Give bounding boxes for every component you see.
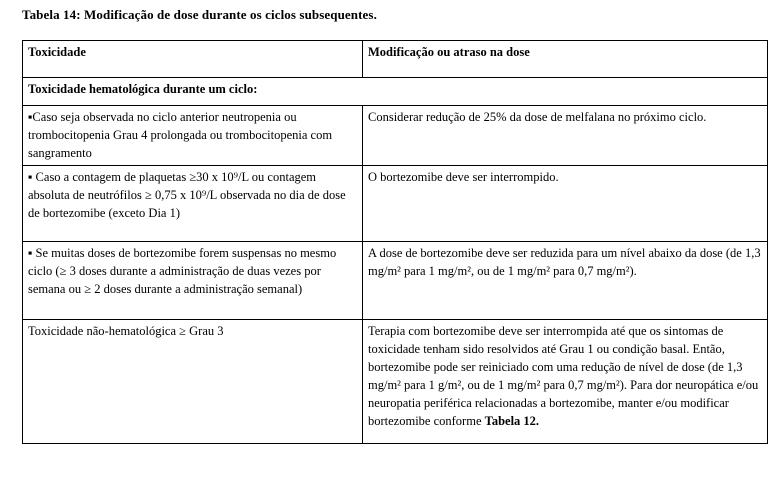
cell-modification: A dose de bortezomibe deve ser reduzida para um nível abaixo da dose (de 1,3 mg/m² para 1 mg/m², ou de 1 mg/m² para 0,7 mg/m²). xyxy=(363,242,768,320)
table-row xyxy=(23,166,768,242)
section-row-hematologic xyxy=(23,78,768,106)
cell-toxicity: ▪Caso seja observada no ciclo anterior neutropenia ou trombocitopenia Grau 4 prolongada ou trombocitopenia com sangramento xyxy=(23,106,363,166)
cell-modification: Considerar redução de 25% da dose de melfalana no próximo ciclo. xyxy=(363,106,768,166)
table-caption: Tabela 14: Modificação de dose durante os ciclos subsequentes. xyxy=(22,7,377,22)
table-row xyxy=(23,242,768,320)
cell-modification-text: Terapia com bortezomibe deve ser interrompida até que os sintomas de toxicidade tenham sido resolvidos até Grau 1 ou condição basal. Então, bortezomibe pode ser reiniciado com uma redução de nível de dose (de 1,3 mg/m² para 1 g/m², ou de 1 mg/m² para 0,7 mg/m²). Para dor neuropática e/ou neuropatia periférica relacionadas a bortezomibe, manter e/ou modificar bortezomibe conforme xyxy=(368,324,759,428)
header-modification: Modificação ou atraso na dose xyxy=(363,41,768,78)
dose-modification-table xyxy=(22,40,768,444)
table-row xyxy=(23,320,768,444)
cell-modification: O bortezomibe deve ser interrompido. xyxy=(363,166,768,242)
table-reference-link-text: Tabela 12. xyxy=(484,414,540,428)
cell-toxicity: ▪ Se muitas doses de bortezomibe forem suspensas no mesmo ciclo (≥ 3 doses durante a administração de duas vezes por semana ou ≥ 2 doses durante a administração semanal) xyxy=(23,242,363,320)
section-label: Toxicidade hematológica durante um ciclo: xyxy=(23,78,768,106)
table-header-row xyxy=(23,41,768,78)
cell-toxicity: Toxicidade não-hematológica ≥ Grau 3 xyxy=(23,320,363,444)
cell-modification xyxy=(363,320,768,444)
cell-toxicity: ▪ Caso a contagem de plaquetas ≥30 x 10⁹/L ou contagem absoluta de neutrófilos ≥ 0,75 x 10⁹/L observada no dia de dose de bortezomibe (exceto Dia 1) xyxy=(23,166,363,242)
header-toxicity: Toxicidade xyxy=(23,41,363,78)
table-row xyxy=(23,106,768,166)
